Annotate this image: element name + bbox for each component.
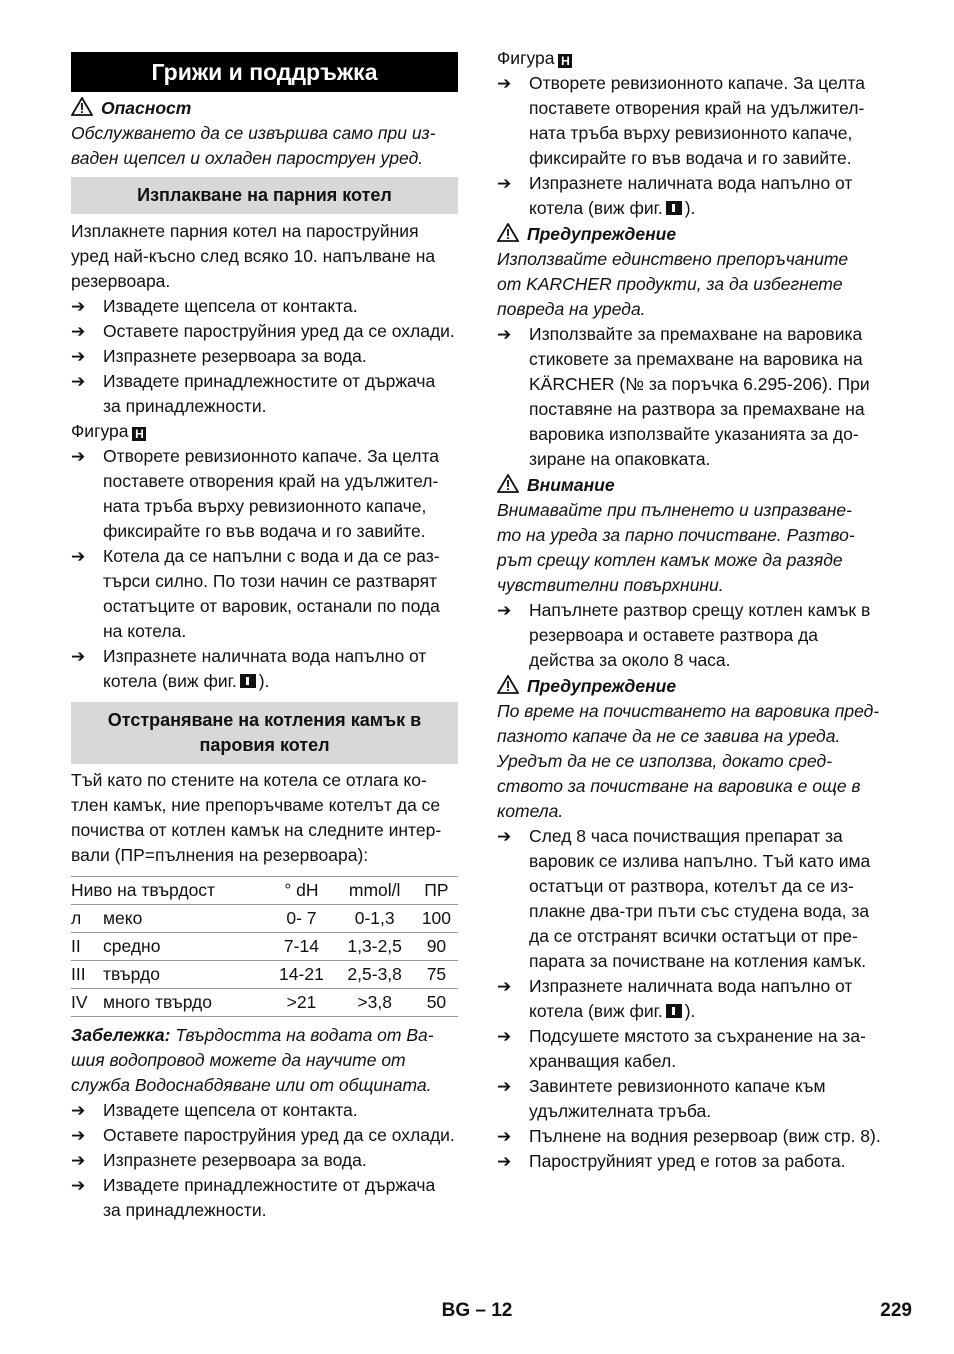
list-item: ➔ Изпразнете наличната вода напълно от котела (виж фиг. ).: [497, 974, 885, 1024]
list-item: ➔ Извадете принадлежностите от държача за принадлежности.: [71, 369, 458, 419]
arrow-right-icon: ➔: [497, 1127, 512, 1146]
arrow-right-icon: ➔: [497, 1027, 512, 1046]
arrow-right-icon: ➔: [71, 547, 86, 566]
figure-ref-icon: [240, 674, 256, 688]
warning-heading: Предупреждение: [497, 222, 885, 247]
arrow-right-icon: ➔: [497, 827, 512, 846]
hardness-table: [71, 876, 458, 1017]
list-item: ➔ Подсушете мястото за съхранение на за- хранващия кабел.: [497, 1024, 885, 1074]
table-row: IV много твърдо >21 >3,8 50: [71, 989, 458, 1017]
descale-intro: Тъй като по стените на котела се отлага ко- тлен камък, ние препоръчваме котелът да се почиства от котлен камък на следните интер- вали (ПР=пълнения на резервоара):: [71, 770, 442, 865]
arrow-right-icon: ➔: [71, 297, 86, 316]
arrow-right-icon: ➔: [71, 372, 86, 391]
list-item: ➔ Пълнене на водния резервоар (виж стр. 8).: [497, 1124, 885, 1149]
figure-ref-icon: [666, 201, 682, 215]
figure-h-badge: H: [558, 54, 572, 68]
note: Забележка: Твърдостта на водата от Ва- шия водопровод можете да научите от служба Водоснабдяване или от общината.: [71, 1025, 434, 1095]
figure-label: Фигура H: [71, 419, 458, 444]
section-heading-rinse: Изплакване на парния котел: [71, 177, 458, 214]
list-item: ➔ Отворете ревизионното капаче. За целта поставете отворения край на удължител- ната тръба върху ревизионното капаче, фиксирайте го във водача и го завийте.: [71, 444, 458, 544]
footer-section-label: BG – 12: [441, 1300, 513, 1321]
list-item: ➔ Изпразнете наличната вода напълно от котела (виж фиг. ).: [497, 171, 885, 221]
list-item: ➔ Завинтете ревизионното капаче към удължителната тръба.: [497, 1074, 885, 1124]
table-row: II средно 7-14 1,3-2,5 90: [71, 933, 458, 961]
arrow-right-icon: ➔: [497, 977, 512, 996]
caution-heading: Внимание: [497, 473, 885, 498]
warning-text: Използвайте единствено препоръчаните от KARCHER продукти, за да избегнете повреда на уреда.: [497, 249, 849, 319]
list-item: ➔ Оставете пароструйния уред да се охлади.: [71, 1123, 458, 1148]
list-item: ➔ Използвайте за премахване на варовика стиковете за премахване на варовика на KÄRCHER (№ за поръчка 6.295-206). При поставяне на разтвора за премахване на варовика използвайте указанията за до- зиране на опаковката.: [497, 322, 885, 472]
list-item: ➔ Пароструйният уред е готов за работа.: [497, 1149, 885, 1174]
arrow-right-icon: ➔: [71, 1176, 86, 1195]
arrow-right-icon: ➔: [71, 647, 86, 666]
danger-text: Обслужването да се извършва само при из- ваден щепсел и охладен пароструен уред.: [71, 123, 436, 168]
arrow-right-icon: ➔: [71, 322, 86, 341]
danger-heading: Опасност: [71, 96, 458, 121]
arrow-right-icon: ➔: [71, 447, 86, 466]
list-item: ➔ След 8 часа почистващия препарат за варовик се излива напълно. Тъй като има остатъци от разтвора, котелът да се из- плакне два-три пъти със студена вода, за да се отстранят всички остатъци от пре- парата за почистване на котления камък.: [497, 824, 885, 974]
arrow-right-icon: ➔: [497, 601, 512, 620]
list-item: ➔ Изпразнете резервоара за вода.: [71, 1148, 458, 1173]
warning-text: По време на почистването на варовика пред- пазното капаче да не се завива на уреда. Уредът да не се използва, докато сред- ството за почистване на варовика е още в котела.: [497, 701, 880, 821]
table-row: III твърдо 14-21 2,5-3,8 75: [71, 961, 458, 989]
list-item: ➔ Извадете принадлежностите от държача за принадлежности.: [71, 1173, 458, 1223]
left-column: [71, 50, 458, 1223]
arrow-right-icon: ➔: [497, 74, 512, 93]
arrow-right-icon: ➔: [71, 1151, 86, 1170]
page-number: 229: [880, 1300, 912, 1321]
arrow-right-icon: ➔: [71, 347, 86, 366]
list-item: ➔ Извадете щепсела от контакта.: [71, 1098, 458, 1123]
warning-triangle-icon: [497, 223, 519, 242]
warning-triangle-icon: [71, 97, 93, 116]
list-item: ➔ Отворете ревизионното капаче. За целта поставете отворения край на удължител- ната тръба върху ревизионното капаче, фиксирайте го във водача и го завийте.: [497, 71, 885, 171]
arrow-right-icon: ➔: [497, 325, 512, 344]
table-header-row: Ниво на твърдост ° dH mmol/l ПР: [71, 877, 458, 905]
list-item: ➔ Котела да се напълни с вода и да се раз- търси силно. По този начин се разтварят остатъците от варовик, останали по пода на котела.: [71, 544, 458, 644]
caution-text: Внимавайте при пълненето и изпразване- то на уреда за парно почистване. Разтво- рът срещу котлен камък може да разяде чувствителни повърхнини.: [497, 500, 855, 595]
list-item: ➔ Изпразнете наличната вода напълно от котела (виж фиг. ).: [71, 644, 458, 694]
section-heading-descale: Отстраняване на котления камък в паровия котел: [71, 702, 458, 764]
list-item: ➔ Извадете щепсела от контакта.: [71, 294, 458, 319]
figure-h-badge: H: [132, 427, 146, 441]
page-title: Грижи и поддръжка: [71, 52, 458, 92]
right-column: [497, 46, 885, 1174]
list-item: ➔ Напълнете разтвор срещу котлен камък в резервоара и оставете разтвора да действа за около 8 часа.: [497, 598, 885, 673]
warning-heading: Предупреждение: [497, 674, 885, 699]
arrow-right-icon: ➔: [497, 1152, 512, 1171]
figure-ref-icon: [666, 1004, 682, 1018]
arrow-right-icon: ➔: [497, 174, 512, 193]
list-item: ➔ Изпразнете резервоара за вода.: [71, 344, 458, 369]
arrow-right-icon: ➔: [71, 1126, 86, 1145]
rinse-intro: Изплакнете парния котел на пароструйния уред най-късно след всяко 10. напълване на резервоара.: [71, 221, 436, 291]
warning-triangle-icon: [497, 675, 519, 694]
figure-label: Фигура H: [497, 46, 885, 71]
arrow-right-icon: ➔: [71, 1101, 86, 1120]
arrow-right-icon: ➔: [497, 1077, 512, 1096]
table-row: л меко 0- 7 0-1,3 100: [71, 905, 458, 933]
list-item: ➔ Оставете пароструйния уред да се охлади.: [71, 319, 458, 344]
warning-triangle-icon: [497, 474, 519, 493]
